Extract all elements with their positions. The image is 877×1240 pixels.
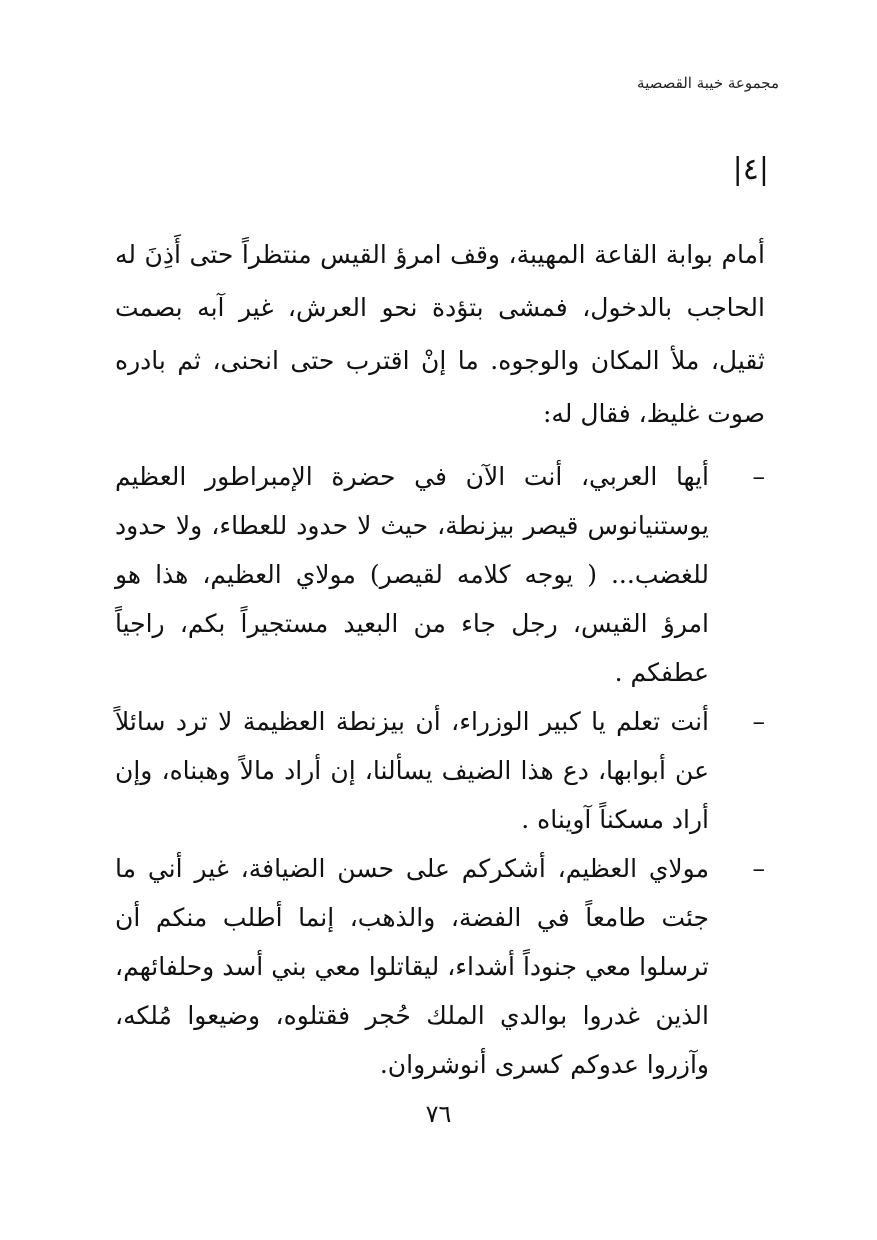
dialogue-item: [115, 844, 765, 1089]
dash-bullet: –: [752, 462, 765, 491]
dialogue-text: مولاي العظيم، أشكركم على حسن الضيافة، غير أني ما جئت طامعاً في الفضة، والذهب، إنما أطلب منكم أن ترسلوا معي جنوداً أشداء، ليقاتلوا معي بني أسد وحلفائهم، الذين غدروا بوالدي الملك حُجر فقتلوه، وضيعوا مُلكه، وآزروا عدوكم كسرى أنوشروان.: [115, 854, 709, 1079]
dialogue-item: [115, 697, 765, 844]
dialogue-text: أنت تعلم يا كبير الوزراء، أن بيزنطة العظيمة لا ترد سائلاً عن أبوابها، دع هذا الضيف يسألنا، إن أراد مالاً وهبناه، وإن أراد مسكناً آويناه .: [115, 707, 709, 834]
page-number: ٧٦: [425, 1100, 452, 1128]
dialogue-item: [115, 452, 765, 697]
dialogue-text: أيها العربي، أنت الآن في حضرة الإمبراطور العظيم يوستنيانوس قيصر بيزنطة، حيث لا حدود للعطاء، ولا حدود للغضب... ( يوجه كلامه لقيصر) مولاي العظيم، هذا هو امرؤ القيس، رجل جاء من البعيد مستجيراً بكم، راجياً عطفكم .: [115, 462, 709, 687]
dash-bullet: –: [752, 854, 765, 883]
dialogue-list: [115, 452, 765, 1089]
running-header: مجموعة خيبة القصصية: [637, 74, 779, 92]
section-number: |٤|: [732, 152, 769, 187]
dash-bullet: –: [752, 707, 765, 736]
intro-paragraph: أمام بوابة القاعة المهيبة، وقف امرؤ القيس منتظراً حتى أَذِنَ له الحاجب بالدخول، فمشى بتؤدة نحو العرش، غير آبه بصمت ثقيل، ملأ المكان والوجوه. ما إنْ اقترب حتى انحنى، ثم بادره صوت غليظ، فقال له:: [115, 240, 765, 428]
